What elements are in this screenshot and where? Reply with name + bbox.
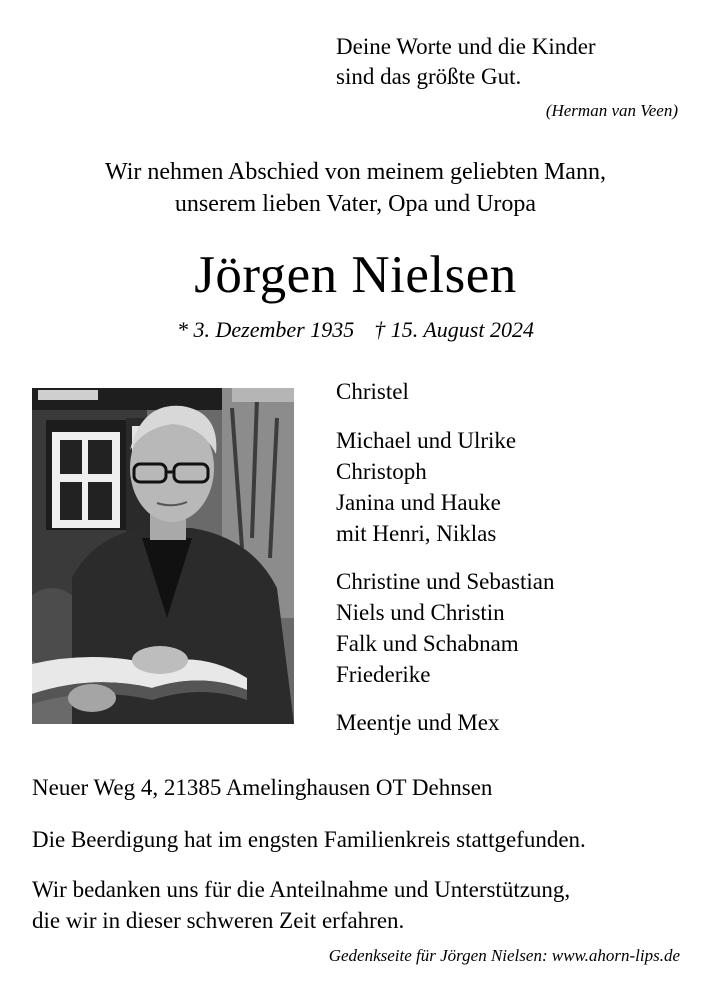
family-great-grandchild-1: Meentje und Mex — [336, 710, 500, 735]
family-child-3: Janina und Hauke — [336, 490, 501, 515]
birth-date: * 3. Dezember 1935 — [177, 317, 355, 342]
family-child-4: mit Henri, Niklas — [336, 521, 497, 546]
death-date: † 15. August 2024 — [374, 317, 534, 342]
quote-line-1: Deine Worte und die Kinder — [336, 34, 596, 59]
thanks-line-1: Wir bedanken uns für die Anteilnahme und Unterstützung, — [32, 877, 571, 902]
family-grandchild-3: Falk und Schabnam — [336, 631, 519, 656]
thanks-line-2: die wir in dieser schweren Zeit erfahren. — [32, 908, 405, 933]
life-dates — [0, 317, 711, 343]
intro-line-1: Wir nehmen Abschied von meinem geliebten Mann, — [105, 159, 606, 185]
funeral-note: Die Beerdigung hat im engsten Familienkreis stattgefunden. — [32, 827, 586, 852]
family-child-2: Christoph — [336, 459, 427, 484]
memorial-page-note: Gedenkseite für Jörgen Nielsen: www.ahorn-lips.de — [328, 946, 680, 965]
quote-line-2: sind das größte Gut. — [336, 64, 522, 89]
quote-author: (Herman van Veen) — [545, 101, 678, 120]
portrait-photo — [32, 388, 294, 724]
family-grandchild-2: Niels und Christin — [336, 600, 505, 625]
deceased-name: Jörgen Nielsen — [194, 246, 517, 304]
address: Neuer Weg 4, 21385 Amelinghausen OT Dehnsen — [32, 775, 493, 800]
intro-line-2: unserem lieben Vater, Opa und Uropa — [174, 191, 537, 217]
family-child-1: Michael und Ulrike — [336, 428, 517, 453]
family-grandchild-4: Friederike — [336, 662, 431, 687]
family-grandchild-1: Christine und Sebastian — [336, 569, 555, 594]
family-spouse: Christel — [336, 379, 409, 404]
